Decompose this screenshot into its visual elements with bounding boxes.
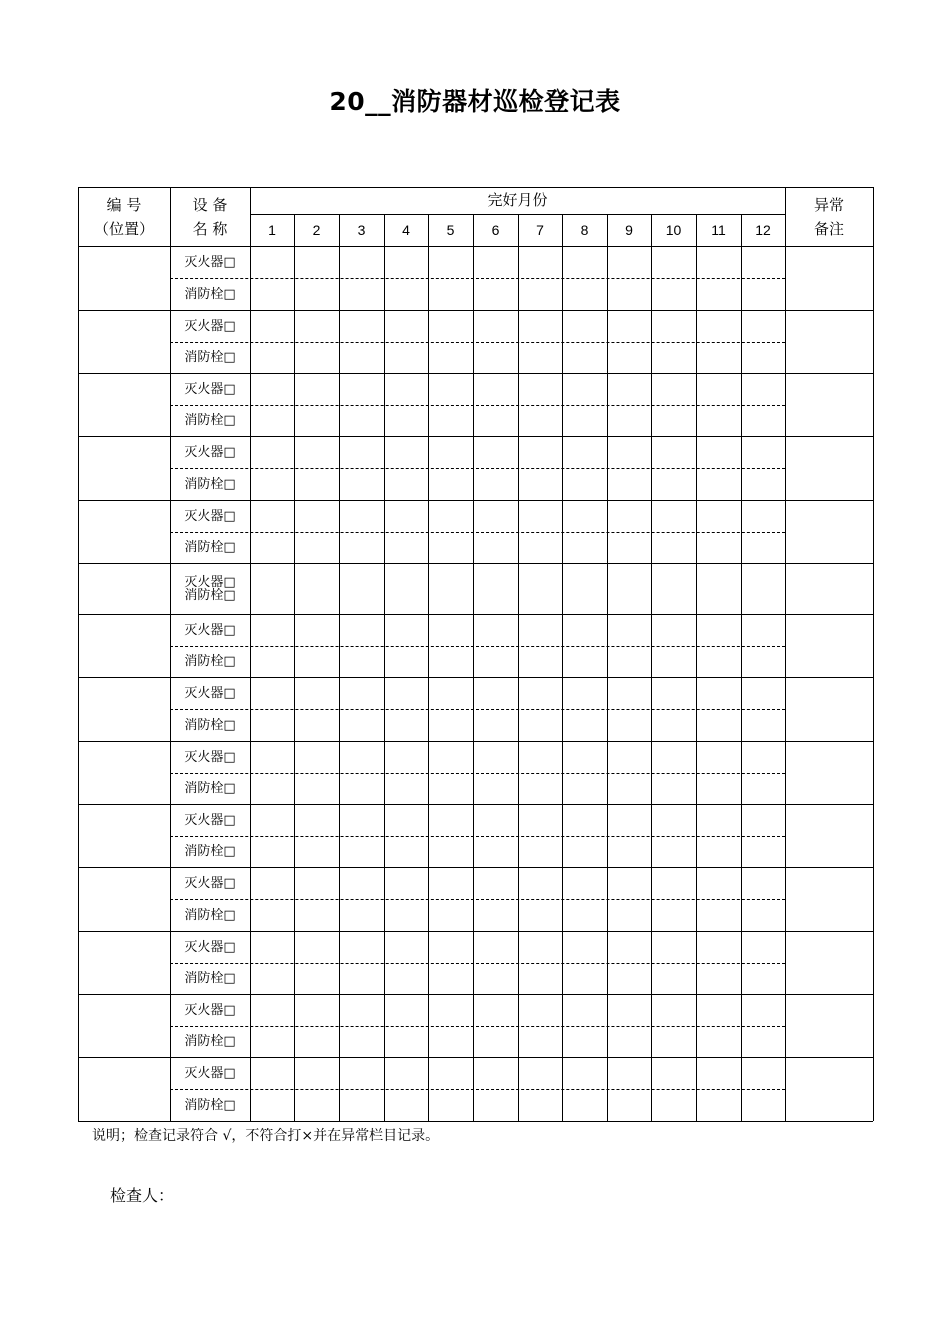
- month-header-4: 4: [402, 222, 410, 238]
- month-column-border: [518, 214, 519, 1121]
- item-label-extinguisher: 灭火器□: [184, 622, 236, 638]
- header-number-sub: （位置）: [93, 219, 154, 238]
- header-number: [78, 187, 170, 246]
- column-border: [250, 187, 251, 1121]
- item-label-hydrant: 消防栓□: [184, 413, 236, 428]
- item-label-hydrant: 消防栓□: [184, 1034, 236, 1049]
- item-divider: [170, 405, 785, 406]
- month-header-5: 5: [446, 222, 455, 238]
- item-label-hydrant: 消防栓□: [184, 781, 236, 796]
- item-label-extinguisher: 灭火器□: [184, 685, 236, 701]
- item-label-extinguisher: 灭火器□: [184, 939, 236, 955]
- item-label-extinguisher: 灭火器□: [184, 812, 236, 828]
- item-divider: [170, 1026, 785, 1027]
- month-header-11: 11: [711, 222, 726, 238]
- item-label-extinguisher: 灭火器□: [184, 1065, 236, 1081]
- month-column-border: [294, 214, 295, 1121]
- item-label-hydrant: 消防栓□: [184, 588, 236, 603]
- header-device-label: 设 备: [192, 195, 228, 214]
- item-divider: [170, 1089, 785, 1090]
- month-header-12: 12: [755, 222, 771, 238]
- month-column-border: [428, 214, 429, 1121]
- header-remark-sub: 备注: [813, 219, 844, 238]
- item-label-extinguisher: 灭火器□: [184, 749, 236, 765]
- item-label-hydrant: 消防栓□: [184, 971, 236, 986]
- item-label-extinguisher: 灭火器□: [184, 318, 236, 334]
- item-label-hydrant: 消防栓□: [184, 717, 236, 733]
- item-divider: [170, 709, 785, 710]
- header-remark: [785, 187, 873, 246]
- month-header-9: 9: [625, 222, 633, 238]
- item-divider: [170, 899, 785, 900]
- month-column-border: [696, 214, 697, 1121]
- item-divider: [170, 836, 785, 837]
- table-left-border: [78, 187, 79, 1121]
- month-column-border: [607, 214, 608, 1121]
- table-right-border: [873, 187, 874, 1121]
- header-device-sub: 名 称: [192, 219, 228, 238]
- month-column-border: [741, 214, 742, 1121]
- item-label-extinguisher: 灭火器□: [184, 254, 236, 270]
- item-label-hydrant: 消防栓□: [184, 286, 236, 302]
- header-months: 完好月份: [487, 191, 548, 209]
- item-divider: [170, 278, 785, 279]
- item-label-hydrant: 消防栓□: [184, 1097, 236, 1113]
- item-label-extinguisher: 灭火器□: [184, 1002, 236, 1018]
- column-border: [785, 187, 786, 1121]
- inspection-table: [78, 187, 873, 1121]
- month-header-1: 1: [268, 222, 276, 238]
- month-header-8: 8: [580, 222, 589, 238]
- item-label-hydrant: 消防栓□: [184, 844, 236, 859]
- item-label-hydrant: 消防栓□: [184, 540, 236, 555]
- month-column-border: [339, 214, 340, 1121]
- month-header-3: 3: [357, 222, 366, 238]
- item-label-hydrant: 消防栓□: [184, 476, 236, 492]
- item-label-extinguisher: 灭火器□: [184, 575, 236, 590]
- month-column-border: [562, 214, 563, 1121]
- month-column-border: [473, 214, 474, 1121]
- item-divider: [170, 646, 785, 647]
- item-label-extinguisher: 灭火器□: [184, 444, 236, 460]
- item-divider: [170, 963, 785, 964]
- item-label-hydrant: 消防栓□: [184, 907, 236, 923]
- item-label-extinguisher: 灭火器□: [184, 875, 236, 891]
- item-label-hydrant: 消防栓□: [184, 654, 236, 669]
- header-number-label: 编 号: [106, 195, 142, 214]
- inspector-label: 检查人：: [110, 1186, 175, 1205]
- month-header-6: 6: [491, 222, 500, 238]
- table-bottom-border: [78, 1121, 873, 1122]
- item-divider: [170, 468, 785, 469]
- item-divider: [170, 342, 785, 343]
- instruction-note: 说明；检查记录符合 √，不符合打×并在异常栏目记录。: [92, 1128, 440, 1144]
- item-divider: [170, 773, 785, 774]
- month-column-border: [384, 214, 385, 1121]
- month-header-10: 10: [665, 222, 682, 238]
- month-header-2: 2: [312, 222, 321, 238]
- header-remark-label: 异常: [813, 195, 844, 214]
- month-header-7: 7: [536, 222, 544, 238]
- item-label-extinguisher: 灭火器□: [184, 381, 236, 397]
- item-label-extinguisher: 灭火器□: [184, 508, 236, 524]
- page-title: 20__消防器材巡检登记表: [329, 87, 621, 116]
- item-label-hydrant: 消防栓□: [184, 350, 236, 365]
- month-column-border: [651, 214, 652, 1121]
- item-divider: [170, 532, 785, 533]
- header-device: [170, 187, 250, 246]
